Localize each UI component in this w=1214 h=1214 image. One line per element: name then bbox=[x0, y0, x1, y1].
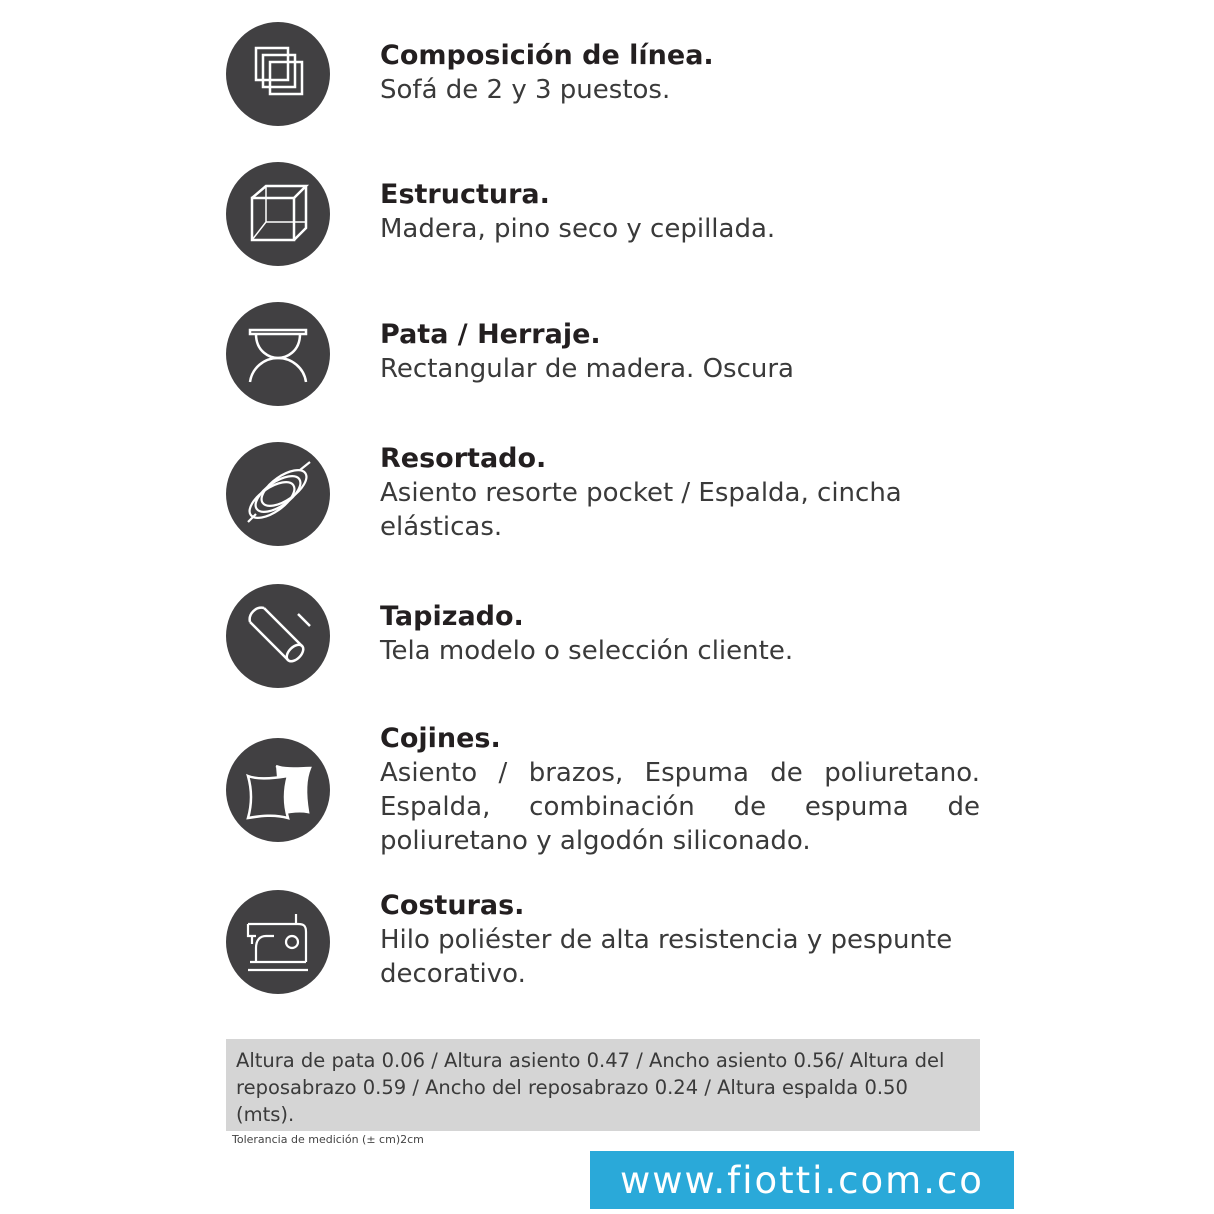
feature-title: Cojines. bbox=[380, 723, 501, 754]
leg-hardware-icon bbox=[226, 302, 330, 406]
feature-title: Tapizado. bbox=[380, 601, 524, 632]
feature-description: Rectangular de madera. Oscura bbox=[380, 354, 794, 384]
feature-description: Sofá de 2 y 3 puestos. bbox=[380, 75, 671, 105]
dimensions-box: Altura de pata 0.06 / Altura asiento 0.47 / Ancho asiento 0.56/ Altura del reposabrazo 0.59 / Ancho del reposabrazo 0.24 / Altura espalda 0.50 (mts). bbox=[226, 1039, 980, 1131]
sewing-machine-icon bbox=[226, 890, 330, 994]
layers-icon bbox=[226, 22, 330, 126]
feature-description: Hilo poliéster de alta resistencia y pespunte decorativo. bbox=[380, 925, 953, 989]
website-link[interactable]: www.fiotti.com.co bbox=[590, 1151, 1014, 1214]
feature-description: Asiento / brazos, Espuma de poliuretano. Espalda, combinación de espuma de poliuretano y algodón siliconado. bbox=[380, 758, 980, 856]
cushion-icon bbox=[226, 738, 330, 842]
cube-frame-icon bbox=[226, 162, 330, 266]
spring-icon bbox=[226, 442, 330, 546]
feature-description: Asiento resorte pocket / Espalda, cincha elásticas. bbox=[380, 478, 902, 542]
tolerance-note: Tolerancia de medición (± cm)2cm bbox=[232, 1133, 424, 1146]
feature-title: Resortado. bbox=[380, 443, 547, 474]
fabric-roll-icon bbox=[226, 584, 330, 688]
feature-description: Madera, pino seco y cepillada. bbox=[380, 214, 776, 244]
feature-title: Pata / Herraje. bbox=[380, 319, 601, 350]
feature-description: Tela modelo o selección cliente. bbox=[380, 636, 794, 666]
feature-title: Estructura. bbox=[380, 179, 550, 210]
feature-title: Costuras. bbox=[380, 890, 525, 921]
feature-title: Composición de línea. bbox=[380, 40, 714, 71]
